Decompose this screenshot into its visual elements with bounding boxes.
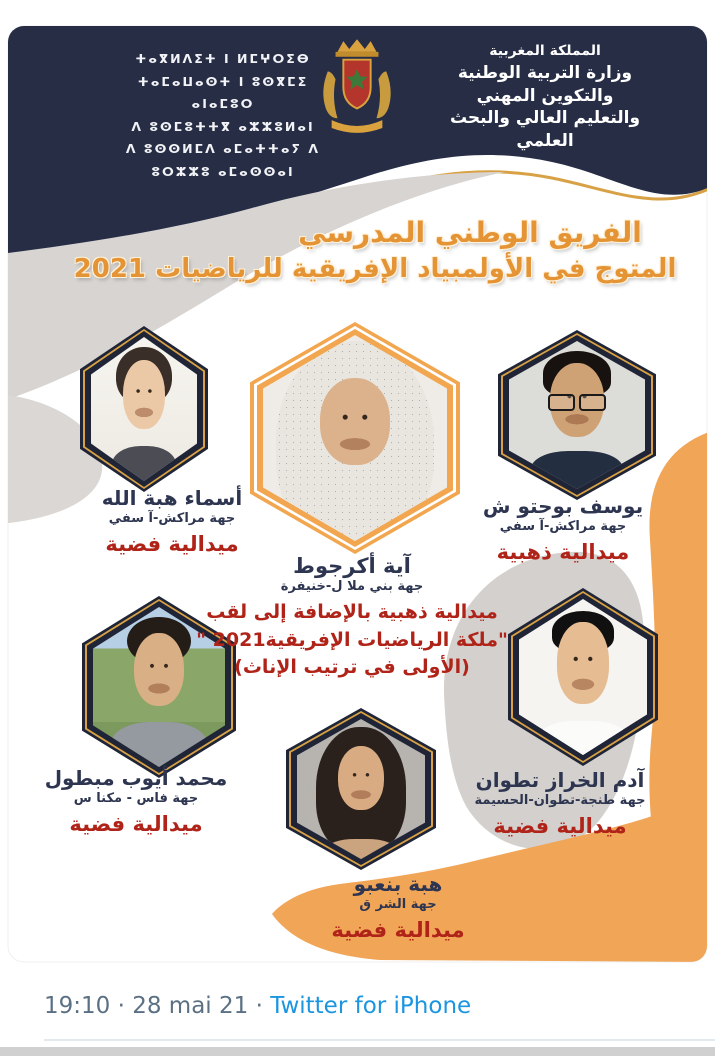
tifinagh-line: ⴷ ⵓⵙⵎⵓⵜⵜⴳ ⴰⵣⵣⵓⵍⴰⵏ	[131, 118, 315, 134]
face-shape	[320, 378, 390, 465]
tifinagh-line: ⵜⴰⴳⵍⴷⵉⵜ ⵏ ⵍⵎⵖⵔⵉⴱ	[135, 51, 311, 66]
student-name: آدم الخراز تطوان	[475, 768, 645, 792]
ministry-name-tifinagh	[108, 48, 338, 183]
student-region: جهة الشر ق	[359, 897, 437, 912]
ministry-line: وزارة التربية الوطنية	[457, 62, 633, 83]
student-photo-hexagon-youssef	[498, 330, 656, 500]
glasses-icon	[548, 394, 605, 410]
student-region: جهة مراكش-آ سفي	[499, 519, 627, 534]
student-photo-hexagon-adam	[508, 588, 658, 766]
student-medal: ميدالية فضية	[69, 812, 203, 836]
moroccan-coat-of-arms-icon	[318, 36, 396, 138]
student-medal: ميدالية فضية	[331, 918, 465, 942]
student-region: جهة مراكش-آ سفي	[108, 511, 236, 526]
student-name: محمد أيوب مبطول	[44, 766, 228, 790]
ministry-line: والتعليم العالي والبحث العلمي	[449, 108, 641, 152]
student-name: يوسف بوحتو ش	[482, 494, 644, 518]
face-shape	[123, 360, 165, 429]
student-caption-adam	[474, 768, 645, 838]
poster-title-line2: المتوج في الأولمبياد الإفريقية للرياضيات 2021	[73, 254, 677, 284]
bottom-bar	[0, 1047, 715, 1056]
student-photo-hexagon-asmaa	[80, 326, 208, 492]
student-name: أسماء هبة الله	[101, 486, 243, 510]
ministry-name-arabic	[420, 42, 670, 153]
student-photo-hexagon-aya	[250, 322, 460, 554]
tifinagh-line: ⴷ ⵓⵙⵙⵍⵎⴷ ⴰⵎⴰⵜⵜⴰⵢ ⴷ ⵓⵔⵣⵣⵓ ⴰⵎⴰⵙⵙⴰⵏ	[125, 141, 321, 179]
student-medal: ميدالية ذهبية بالإضافة إلى لقب	[206, 601, 498, 623]
student-caption-aya	[196, 554, 508, 682]
tweet-timestamp: 19:10 · 28 mai 21 ·	[44, 993, 263, 1019]
face-shape	[557, 622, 608, 703]
kingdom-title: المملكة المغربية	[489, 43, 601, 59]
divider	[44, 1039, 715, 1041]
student-region: جهة طنجة-تطوان-الحسيمة	[474, 793, 646, 808]
student-medal: ميدالية فضية	[105, 532, 239, 556]
face-shape	[338, 746, 384, 810]
student-caption-mohamed	[45, 766, 228, 836]
student-name: آية أكرجوط	[293, 554, 411, 578]
student-region: جهة بني ملا ل-خنيفرة	[280, 579, 424, 594]
poster-image[interactable]	[8, 26, 707, 962]
student-name: هبة بنعبو	[353, 872, 443, 896]
student-medal-title: "ملكة الرياضيات الإفريقية2021 "	[196, 628, 508, 651]
student-caption-hiba	[331, 872, 464, 942]
student-caption-asmaa	[102, 486, 242, 556]
student-medal: ميدالية فضية	[493, 814, 627, 838]
student-region: جهة فاس - مكنا س	[73, 791, 199, 806]
tweet-source-link[interactable]: Twitter for iPhone	[270, 993, 472, 1019]
student-photo-hexagon-hiba	[286, 708, 436, 870]
face-shape	[134, 633, 184, 707]
poster-title-line1: الفريق الوطني المدرسي	[298, 216, 642, 249]
tweet-meta	[44, 993, 471, 1019]
student-medal: ميدالية ذهبية	[496, 540, 630, 564]
ministry-line: والتكوين المهني	[476, 85, 614, 106]
student-medal-rank: (الأولى في ترتيب الإناث)	[234, 656, 470, 679]
tifinagh-line: ⵜⴰⵎⴰⵡⴰⵙⵜ ⵏ ⵓⵙⴳⵎⵉ ⴰⵏⴰⵎⵓⵔ	[137, 73, 309, 111]
